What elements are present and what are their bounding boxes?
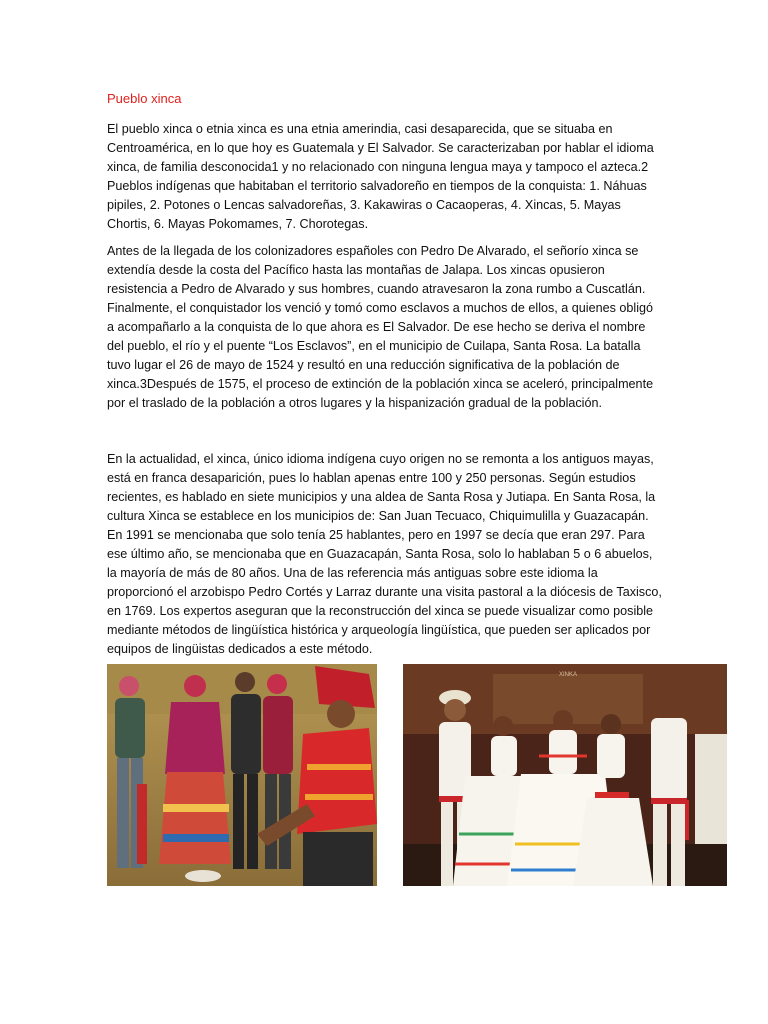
person-figure: [115, 676, 147, 868]
banner-label: XINKA: [558, 672, 578, 678]
paragraph-history: El pueblo xinca o etnia xinca es una etnia amerindia, casi desaparecida, que se situaba en Centroamérica, en lo que hoy es Guatemala y El Salvador. Se caracterizaban por hablar el idioma xinca, de familia desconocida1 y no relacionado con ninguna lengua maya y tampoco el azteca.2 Pueblos indígenas que habitaban el territorio salvadoreño en tiempos de la conquista: 1. Náhuas pipiles, 2. Potones o Lencas salvadoreñas, 3. Kakawiras o Cacaoperas, 4. Xincas, 5. Mayas Chortis, 6. Mayas Pokomames, 7. Chorotegas.: [107, 122, 654, 231]
paragraph-conquest: Antes de la llegada de los colonizadores españoles con Pedro De Alvarado, el señorío xinca se extendía desde la costa del Pacífico hasta las montañas de Jalapa. Los xincas opusieron resistencia a Pedro de Alvarado y sus hombres, cuando atravesaron la zona rumbo a Cuscatlán. Finalmente, el conquistador los venció y tomó como esclavos a muchos de ellos, a quienes obligó a acompañarlo a la conquista de lo que ahora es El Salvador. De ese hecho se deriva el nombre del pueblo, el río y el puente “Los Esclavos”, en el municipio de Cuilapa, Santa Rosa. La batalla tuvo lugar el 26 de mayo de 1524 y resultó en una reducción significativa de la población de xinca.3Después de 1575, el proceso de extinción de la población xinca se aceleró, principalmente por el traslado de la población a otros lugares y la hispanización gradual de la población.: [107, 244, 654, 410]
photo-traditional-ceremony: [107, 664, 377, 886]
document-title: Pueblo xinca: [107, 91, 182, 106]
paragraph-current: En la actualidad, el xinca, único idioma indígena cuyo origen no se remonta a los antiguos mayas, está en franca desaparición, pues lo hablan apenas entre 100 y 250 personas. Según estudios recientes, es hablado en siete municipios y una aldea de Santa Rosa y Jutiapa. En Santa Rosa, la cultura Xinca se establece en los municipios de: San Juan Tecuaco, Chiquimulilla y Guazacapán. En 1991 se mencionaba que solo tenía 25 hablantes, pero en 1997 se decía que eran 297. Para ese último año, se mencionaba que en Guazacapán, Santa Rosa, solo lo hablaban 5 o 6 abuelos, la mayoría de más de 80 años. Una de las referencia más antiguas sobre este idioma la proporcionó el arzobispo Pedro Cortés y Larraz durante una visita pastoral a la diócesis de Taxisco, en 1769. Los expertos aseguran que la reconstrucción del xinca se puede visualizar como posible mediante métodos de lingüística histórica y arqueología lingüística, que pueden ser aplicados por equipos de lingüistas dedicados a este método.: [107, 452, 662, 656]
photo-folk-dancers: [403, 664, 727, 886]
